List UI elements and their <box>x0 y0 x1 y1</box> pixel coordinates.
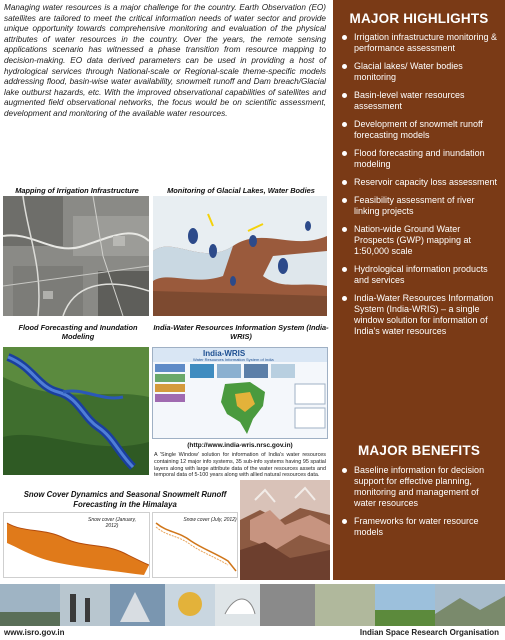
caption-flood: Flood Forecasting and Inundation Modeling <box>18 323 138 341</box>
wris-subtitle: Water Resources Information System of India <box>193 357 274 362</box>
caption-snow: Snow Cover Dynamics and Seasonal Snowmelt Runoff Forecasting in the Himalaya <box>23 490 227 509</box>
highlights-item <box>339 32 501 54</box>
bullet-icon <box>342 468 347 473</box>
highlights-item <box>339 293 501 337</box>
caption-irrigation: Mapping of Irrigation Infrastructure <box>15 186 139 195</box>
highlights-item-text: Flood forecasting and inundation modeling <box>354 148 485 169</box>
benefits-item <box>339 516 501 538</box>
bullet-icon <box>342 198 347 203</box>
footer-organisation: Indian Space Research Organisation <box>359 628 499 637</box>
highlights-list <box>339 32 501 344</box>
benefits-list <box>339 465 501 545</box>
benefits-title: MAJOR BENEFITS <box>357 443 481 458</box>
highlights-item-text: Basin-level water resources assessment <box>354 90 465 111</box>
bullet-icon <box>342 64 347 69</box>
bullet-icon <box>342 122 347 127</box>
bullet-icon <box>342 267 347 272</box>
caption-glacial: Monitoring of Glacial Lakes, Water Bodies <box>167 186 315 195</box>
highlights-item-text: Hydrological information products and services <box>354 264 488 285</box>
highlights-item-text: Nation-wide Ground Water Prospects (GWP) mapping at 1:50,000 scale <box>354 224 472 256</box>
footer-website[interactable]: www.isro.gov.in <box>4 628 65 637</box>
glacial-lakes-image <box>153 196 327 316</box>
highlights-item-text: India-Water Resources Information System (India-WRIS) – a single window solution for information of India's water resources <box>354 293 494 336</box>
flood-model-image <box>3 347 149 475</box>
highlights-item-text: Development of snowmelt runoff forecasting models <box>354 119 483 140</box>
wris-portal-screenshot <box>152 347 328 439</box>
highlights-item-text: Feasibility assessment of river linking projects <box>354 195 475 216</box>
wris-url: (http://www.india-wris.nrsc.gov.in) <box>187 442 293 449</box>
bullet-icon <box>342 227 347 232</box>
caption-wris: India-Water Resources Information System (India-WRIS) <box>153 323 329 341</box>
right-panel <box>333 0 505 580</box>
himalaya-terrain-image <box>240 480 330 580</box>
benefits-item <box>339 465 501 509</box>
bullet-icon <box>342 519 347 524</box>
highlights-item <box>339 224 501 257</box>
highlights-item <box>339 264 501 286</box>
highlights-item <box>339 195 501 217</box>
snow-map-january <box>3 512 150 578</box>
highlights-item-text: Irrigation infrastructure monitoring & performance assessment <box>354 32 498 53</box>
highlights-item-text: Reservoir capacity loss assessment <box>354 177 498 187</box>
footer-photo-strip <box>0 584 505 626</box>
wris-description: A 'Single Window' solution for information of India's water resources containing 12 major info systems, 35 sub-info systems having 95 spatial layers along with large attribute data of the water resources assets and temporal data of 5-100 years along with allied natural resources data. <box>154 452 326 479</box>
highlights-item <box>339 119 501 141</box>
highlights-title: MAJOR HIGHLIGHTS <box>349 11 489 26</box>
intro-paragraph: Managing water resources is a major challenge for the country. Earth Observation (EO) satellites are tailored to meet the critical information needs of water sector and provide unique opportunity towards comprehensive monitoring and evaluation of the physical attributes of water resources in the country. Over the years, the remote sensing applications scenario has witnessed a phase transition from resource mapping to decision-making. EO data derived parameters can be used in providing a host of hydrological services through National-scale or Regional-scale theme-specific models addressing flood, basin-wise water availability, snowmelt runoff and Dam breach/Glacial lake outburst hazards, etc. With the improved observational capabilities of satellites and augmented field observational networks, the focus would be on scientific assessment, development and monitoring of the available water resources. <box>4 3 326 118</box>
highlights-item <box>339 61 501 83</box>
highlights-item-text: Glacial lakes/ Water bodies monitoring <box>354 61 463 82</box>
benefits-item-text: Baseline information for decision support for effective planning, monitoring and management of water resources <box>354 465 485 508</box>
highlights-item <box>339 177 501 188</box>
highlights-item <box>339 90 501 112</box>
snow-map-july <box>152 512 238 578</box>
bullet-icon <box>342 180 347 185</box>
benefits-item-text: Frameworks for water resource models <box>354 516 479 537</box>
snow-map-january-label: Snow cover (January, 2012) <box>88 517 136 529</box>
irrigation-satellite-image <box>3 196 149 316</box>
snow-map-july-label: Snow cover (July, 2012) <box>183 517 237 523</box>
wris-logo: India-WRIS <box>203 349 246 358</box>
highlights-item <box>339 148 501 170</box>
bullet-icon <box>342 35 347 40</box>
bullet-icon <box>342 151 347 156</box>
bullet-icon <box>342 296 347 301</box>
bullet-icon <box>342 93 347 98</box>
